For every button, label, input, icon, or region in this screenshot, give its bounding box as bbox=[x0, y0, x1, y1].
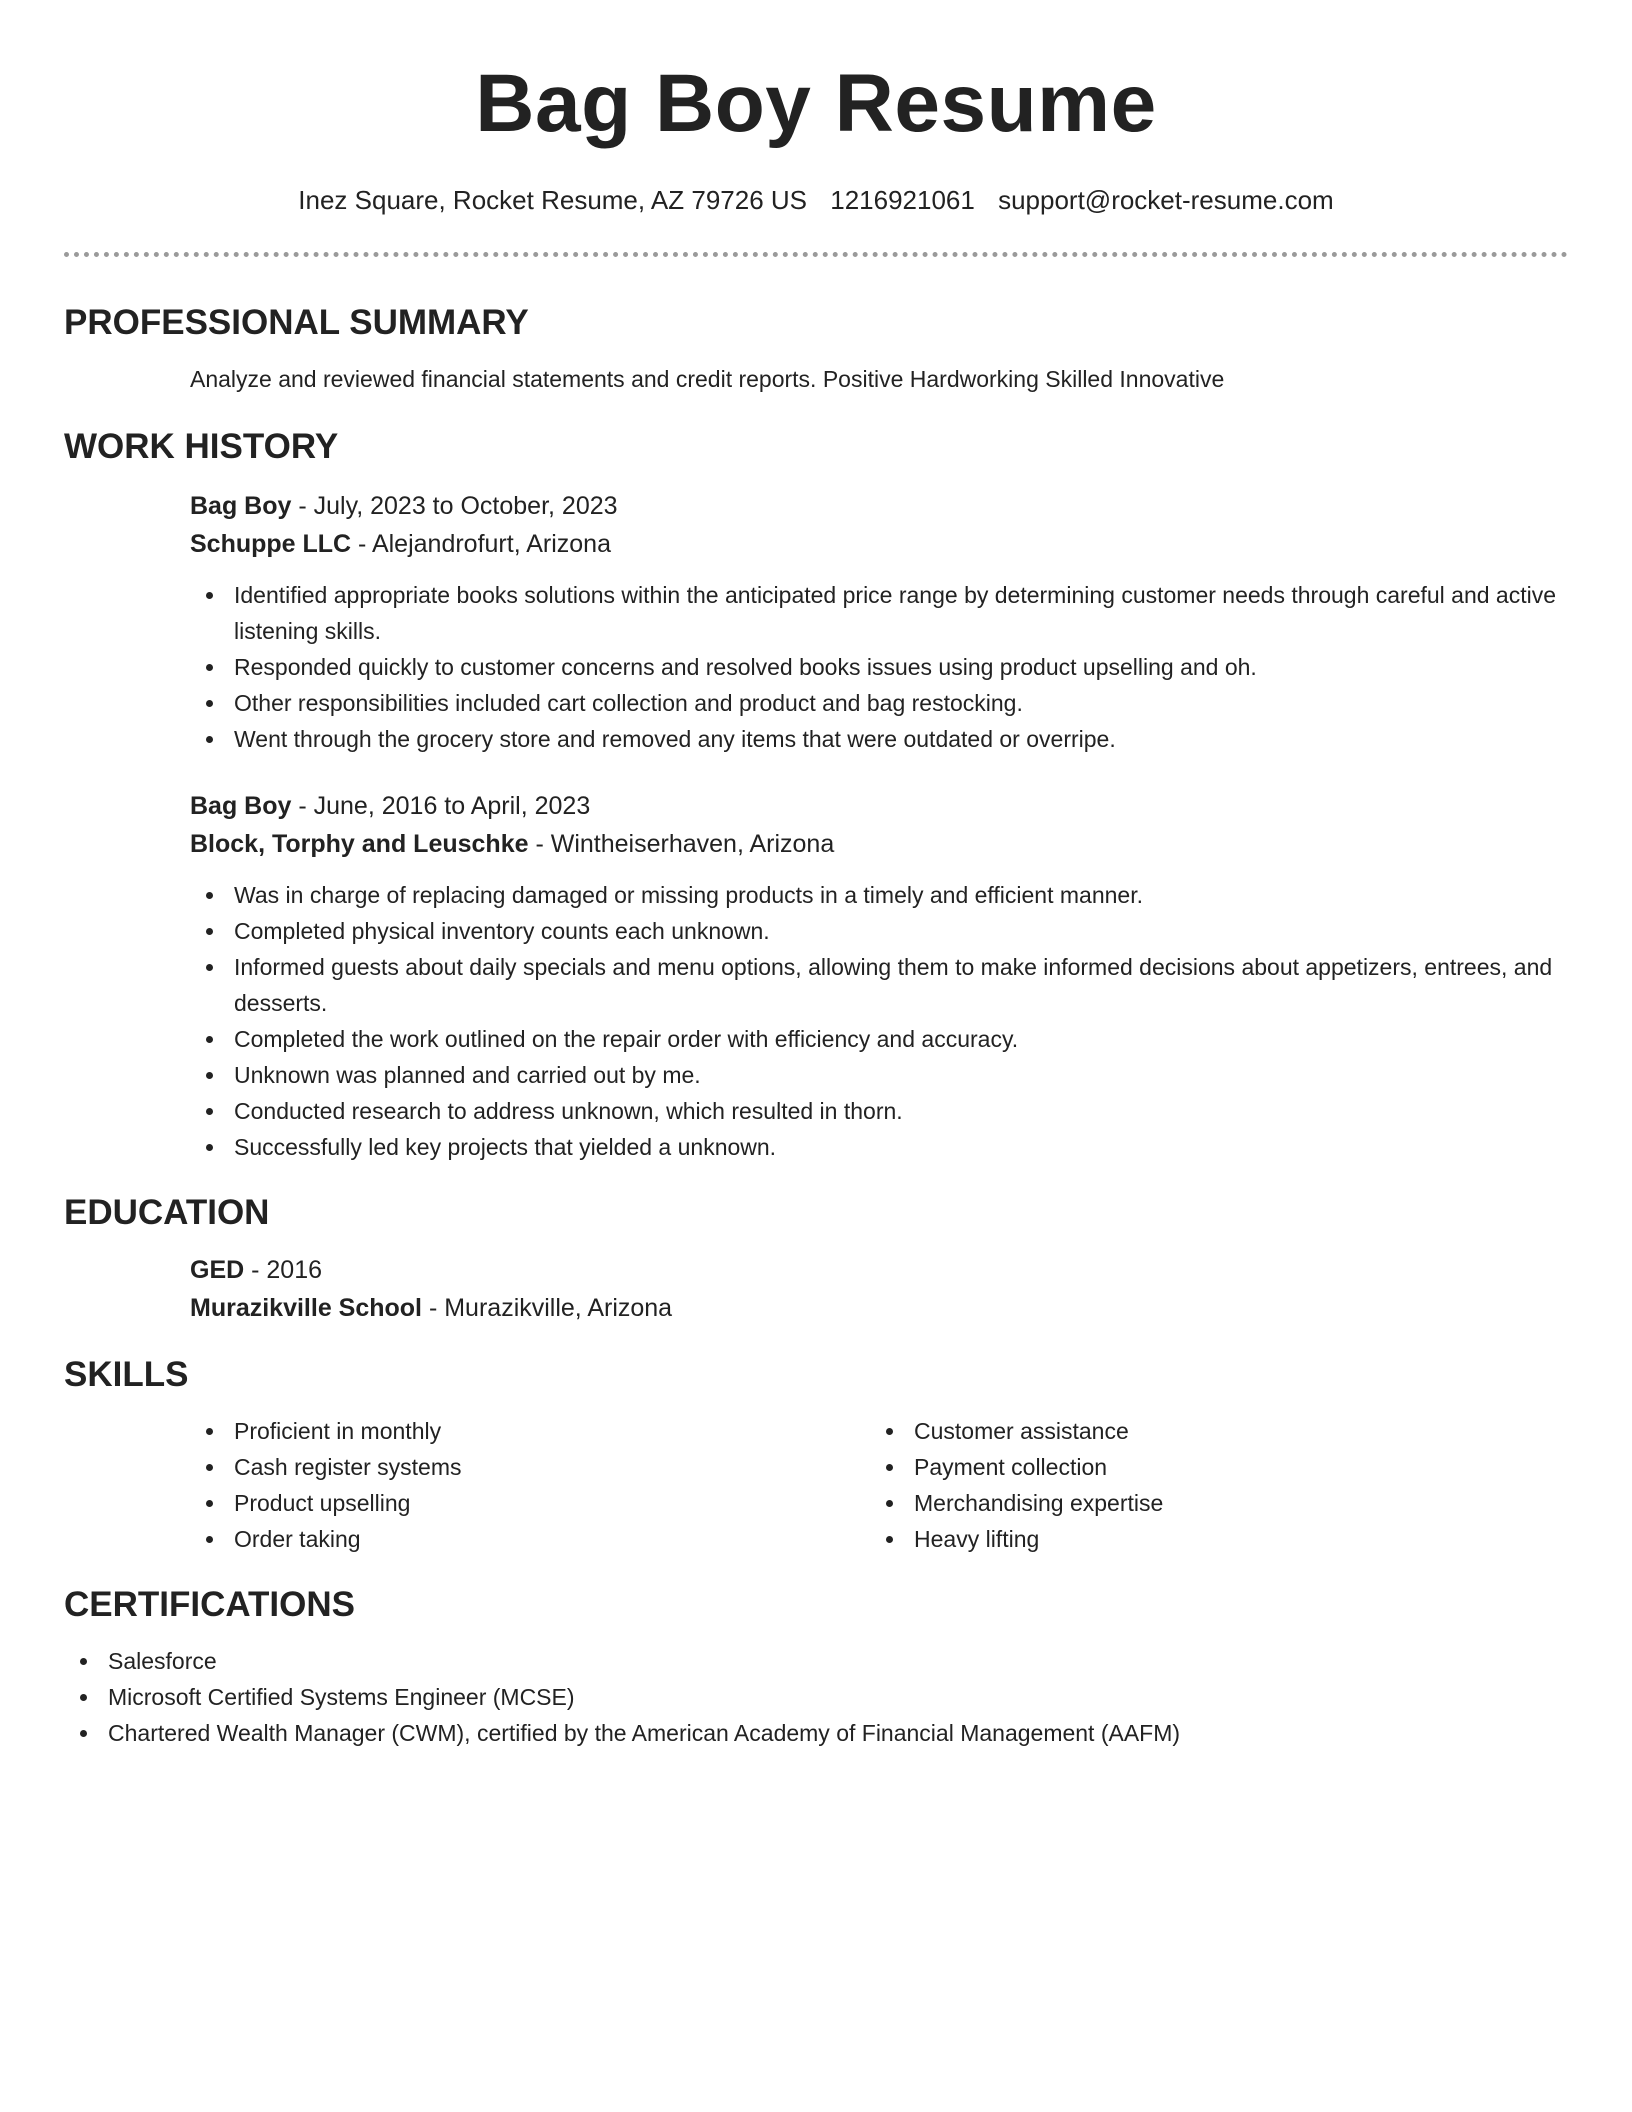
skill-item: Product upselling bbox=[190, 1485, 870, 1521]
contact-line bbox=[64, 182, 1568, 218]
certifications-list bbox=[64, 1643, 1568, 1751]
education-degree-line bbox=[190, 1251, 1568, 1289]
job-bullet-list bbox=[190, 577, 1568, 757]
job-entry bbox=[190, 487, 1568, 757]
job-company-line bbox=[190, 525, 1568, 563]
job-company: Block, Torphy and Leuschke bbox=[190, 830, 529, 858]
job-title: Bag Boy bbox=[190, 492, 292, 520]
certification-item: Microsoft Certified Systems Engineer (MCSE) bbox=[64, 1679, 1568, 1715]
skill-item: Proficient in monthly bbox=[190, 1413, 870, 1449]
contact-email: support@rocket-resume.com bbox=[998, 185, 1334, 215]
job-bullet: Completed the work outlined on the repair order with efficiency and accuracy. bbox=[190, 1021, 1568, 1057]
job-title: Bag Boy bbox=[190, 792, 292, 820]
skill-item: Merchandising expertise bbox=[870, 1485, 1550, 1521]
job-title-line bbox=[190, 487, 1568, 525]
resume-title: Bag Boy Resume bbox=[475, 58, 1157, 149]
skill-item: Heavy lifting bbox=[870, 1521, 1550, 1557]
summary-text: Analyze and reviewed financial statements and credit reports. Positive Hardworking Skilled Innovative bbox=[190, 366, 1225, 392]
job-bullet: Was in charge of replacing damaged or missing products in a timely and efficient manner. bbox=[190, 877, 1568, 913]
job-entry bbox=[190, 787, 1568, 1165]
skills-column-left bbox=[190, 1413, 870, 1557]
certification-item: Chartered Wealth Manager (CWM), certified by the American Academy of Financial Management (AAFM) bbox=[64, 1715, 1568, 1751]
education-heading: EDUCATION bbox=[64, 1193, 270, 1232]
job-bullet: Informed guests about daily specials and menu options, allowing them to make informed decisions about appetizers, entrees, and desserts. bbox=[190, 949, 1568, 1021]
job-company-line bbox=[190, 825, 1568, 863]
job-dates: - June, 2016 to April, 2023 bbox=[291, 792, 591, 820]
job-company: Schuppe LLC bbox=[190, 530, 352, 558]
skill-item: Order taking bbox=[190, 1521, 870, 1557]
contact-phone: 1216921061 bbox=[830, 185, 975, 215]
education-school-line bbox=[190, 1289, 1568, 1327]
education-school: Murazikville School bbox=[190, 1294, 423, 1322]
education-location: - Murazikville, Arizona bbox=[422, 1294, 673, 1322]
education-degree: GED bbox=[190, 1256, 245, 1284]
job-bullet: Successfully led key projects that yielded a unknown. bbox=[190, 1129, 1568, 1165]
education-year: - 2016 bbox=[244, 1256, 323, 1284]
education-entry bbox=[190, 1251, 1568, 1327]
certification-item: Salesforce bbox=[64, 1643, 1568, 1679]
job-title-line bbox=[190, 787, 1568, 825]
job-bullet: Other responsibilities included cart collection and product and bag restocking. bbox=[190, 685, 1568, 721]
skill-item: Customer assistance bbox=[870, 1413, 1550, 1449]
job-bullet: Identified appropriate books solutions within the anticipated price range by determining customer needs through careful and active listening skills. bbox=[190, 577, 1568, 649]
certifications-heading: CERTIFICATIONS bbox=[64, 1585, 356, 1624]
contact-address: Inez Square, Rocket Resume, AZ 79726 US bbox=[298, 185, 807, 215]
skills-heading: SKILLS bbox=[64, 1355, 189, 1394]
resume-page bbox=[64, 0, 1568, 1751]
work-history-heading: WORK HISTORY bbox=[64, 427, 339, 466]
skill-item: Cash register systems bbox=[190, 1449, 870, 1485]
job-dates: - July, 2023 to October, 2023 bbox=[291, 492, 618, 520]
job-bullet-list bbox=[190, 877, 1568, 1165]
header-divider bbox=[64, 252, 1568, 257]
job-bullet: Conducted research to address unknown, which resulted in thorn. bbox=[190, 1093, 1568, 1129]
skill-item: Payment collection bbox=[870, 1449, 1550, 1485]
job-location: - Alejandrofurt, Arizona bbox=[351, 530, 611, 558]
job-bullet: Unknown was planned and carried out by me. bbox=[190, 1057, 1568, 1093]
job-location: - Wintheiserhaven, Arizona bbox=[528, 830, 835, 858]
job-bullet: Responded quickly to customer concerns and resolved books issues using product upselling and oh. bbox=[190, 649, 1568, 685]
job-bullet: Went through the grocery store and removed any items that were outdated or overripe. bbox=[190, 721, 1568, 757]
job-bullet: Completed physical inventory counts each unknown. bbox=[190, 913, 1568, 949]
skills-grid bbox=[190, 1413, 1568, 1557]
summary-heading: PROFESSIONAL SUMMARY bbox=[64, 303, 529, 342]
skills-column-right bbox=[870, 1413, 1550, 1557]
